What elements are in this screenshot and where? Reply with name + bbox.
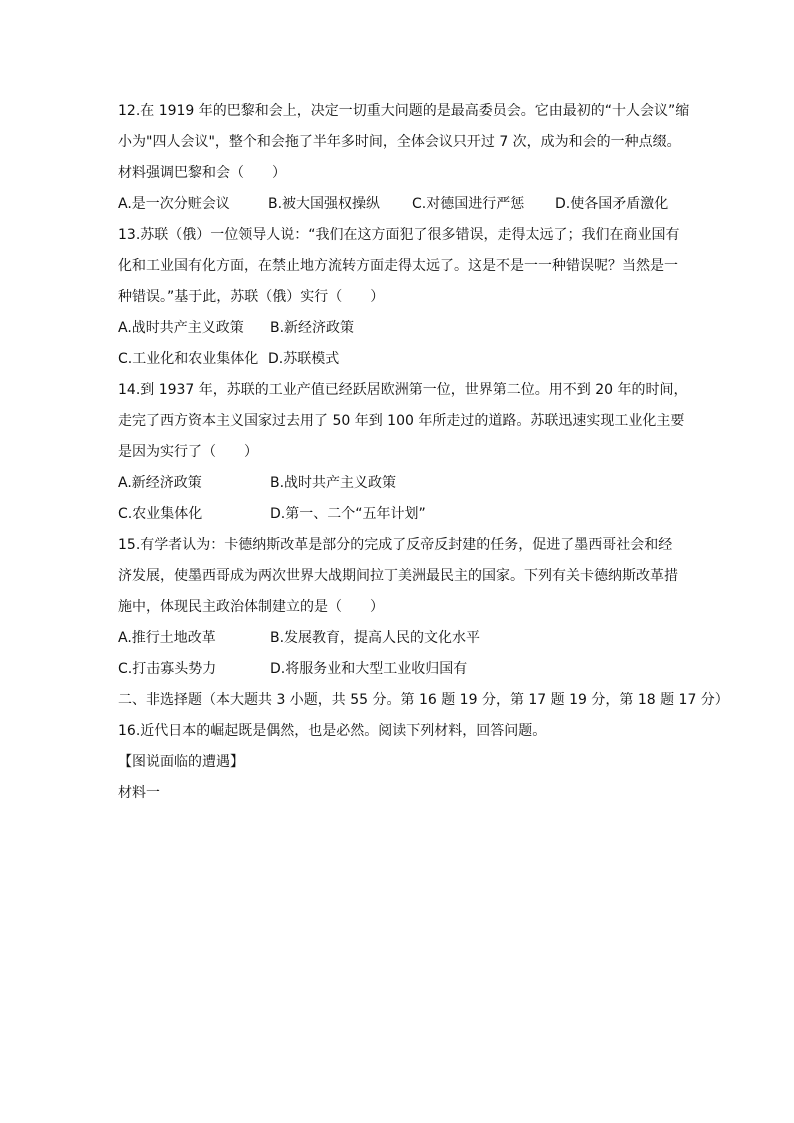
question-16 — [118, 716, 688, 809]
question-15-options-row-1 — [118, 623, 688, 654]
question-15-option-b[interactable]: B.发展教育，提高人民的文化水平 — [270, 630, 481, 646]
question-13-line-1: 13.苏联（俄）一位领导人说：“我们在这方面犯了很多错误，走得太远了；我们在商业国有 — [118, 227, 680, 243]
question-13-options-row-1 — [118, 313, 688, 344]
question-12 — [118, 96, 688, 220]
question-15 — [118, 530, 688, 685]
question-12-line-2: 小为"四人会议"，整个和会拖了半年多时间，全体会议只开过 7 次，成为和会的一种点缀。 — [118, 134, 681, 150]
question-13-options-row-2 — [118, 344, 688, 375]
question-14-option-c[interactable]: C.农业集体化 — [118, 506, 203, 522]
question-14-line-3: 是因为实行了（ ） — [118, 444, 258, 460]
question-14-options-row-1 — [118, 468, 688, 499]
question-14-option-d[interactable]: D.第一、二个“五年计划” — [270, 506, 426, 522]
question-16-intro: 16.近代日本的崛起既是偶然，也是必然。阅读下列材料，回答问题。 — [118, 723, 547, 739]
section-2-heading: 二、非选择题（本大题共 3 小题，共 55 分。第 16 题 19 分，第 17 题 19 分，第 18 题 17 分） — [118, 692, 729, 708]
question-15-line-2: 济发展，使墨西哥成为两次世界大战期间拉丁美洲最民主的国家。下列有关卡德纳斯改革措 — [118, 568, 678, 584]
question-14-line-1: 14.到 1937 年，苏联的工业产值已经跃居欧洲第一位，世界第二位。用不到 20 年的时间， — [118, 382, 688, 398]
question-15-line-1: 15.有学者认为：卡德纳斯改革是部分的完成了反帝反封建的任务，促进了墨西哥社会和经 — [118, 537, 673, 553]
question-14-option-b[interactable]: B.战时共产主义政策 — [270, 475, 397, 491]
question-13-line-2: 化和工业国有化方面，在禁止地方流转方面走得太远了。这是不是一一种错误呢？当然是一 — [118, 258, 678, 274]
question-12-option-c[interactable]: C.对德国进行严惩 — [412, 196, 525, 212]
question-16-material-label: 材料一 — [118, 785, 160, 801]
question-13-line-3: 种错误。”基于此，苏联（俄）实行（ ） — [118, 289, 385, 305]
question-12-line-1: 12.在 1919 年的巴黎和会上，决定一切重大问题的是最高委员会。它由最初的“十人会议”缩 — [118, 103, 690, 119]
question-14 — [118, 375, 688, 530]
question-12-options — [118, 189, 688, 220]
question-16-subheading: 【图说面临的遭遇】 — [118, 754, 244, 770]
question-14-line-2: 走完了西方资本主义国家过去用了 50 年到 100 年所走过的道路。苏联迅速实现工业化主要 — [118, 413, 685, 429]
question-15-option-c[interactable]: C.打击寡头势力 — [118, 661, 217, 677]
question-13 — [118, 220, 688, 375]
question-13-option-b[interactable]: B.新经济政策 — [270, 320, 355, 336]
question-12-option-d[interactable]: D.使各国矛盾激化 — [555, 196, 669, 212]
question-13-option-d[interactable]: D.苏联模式 — [268, 351, 340, 367]
question-12-option-a[interactable]: A.是一次分赃会议 — [118, 196, 230, 212]
question-14-options-row-2 — [118, 499, 688, 530]
exam-page — [118, 96, 729, 809]
question-15-option-a[interactable]: A.推行土地改革 — [118, 630, 216, 646]
question-12-option-b[interactable]: B.被大国强权操纵 — [268, 196, 381, 212]
question-12-line-3: 材料强调巴黎和会（ ） — [118, 165, 286, 181]
question-13-option-a[interactable]: A.战时共产主义政策 — [118, 320, 244, 336]
question-15-line-3: 施中，体现民主政治体制建立的是（ ） — [118, 599, 384, 615]
question-15-option-d[interactable]: D.将服务业和大型工业收归国有 — [270, 661, 468, 677]
question-14-option-a[interactable]: A.新经济政策 — [118, 475, 202, 491]
question-13-option-c[interactable]: C.工业化和农业集体化 — [118, 351, 259, 367]
question-15-options-row-2 — [118, 654, 688, 685]
